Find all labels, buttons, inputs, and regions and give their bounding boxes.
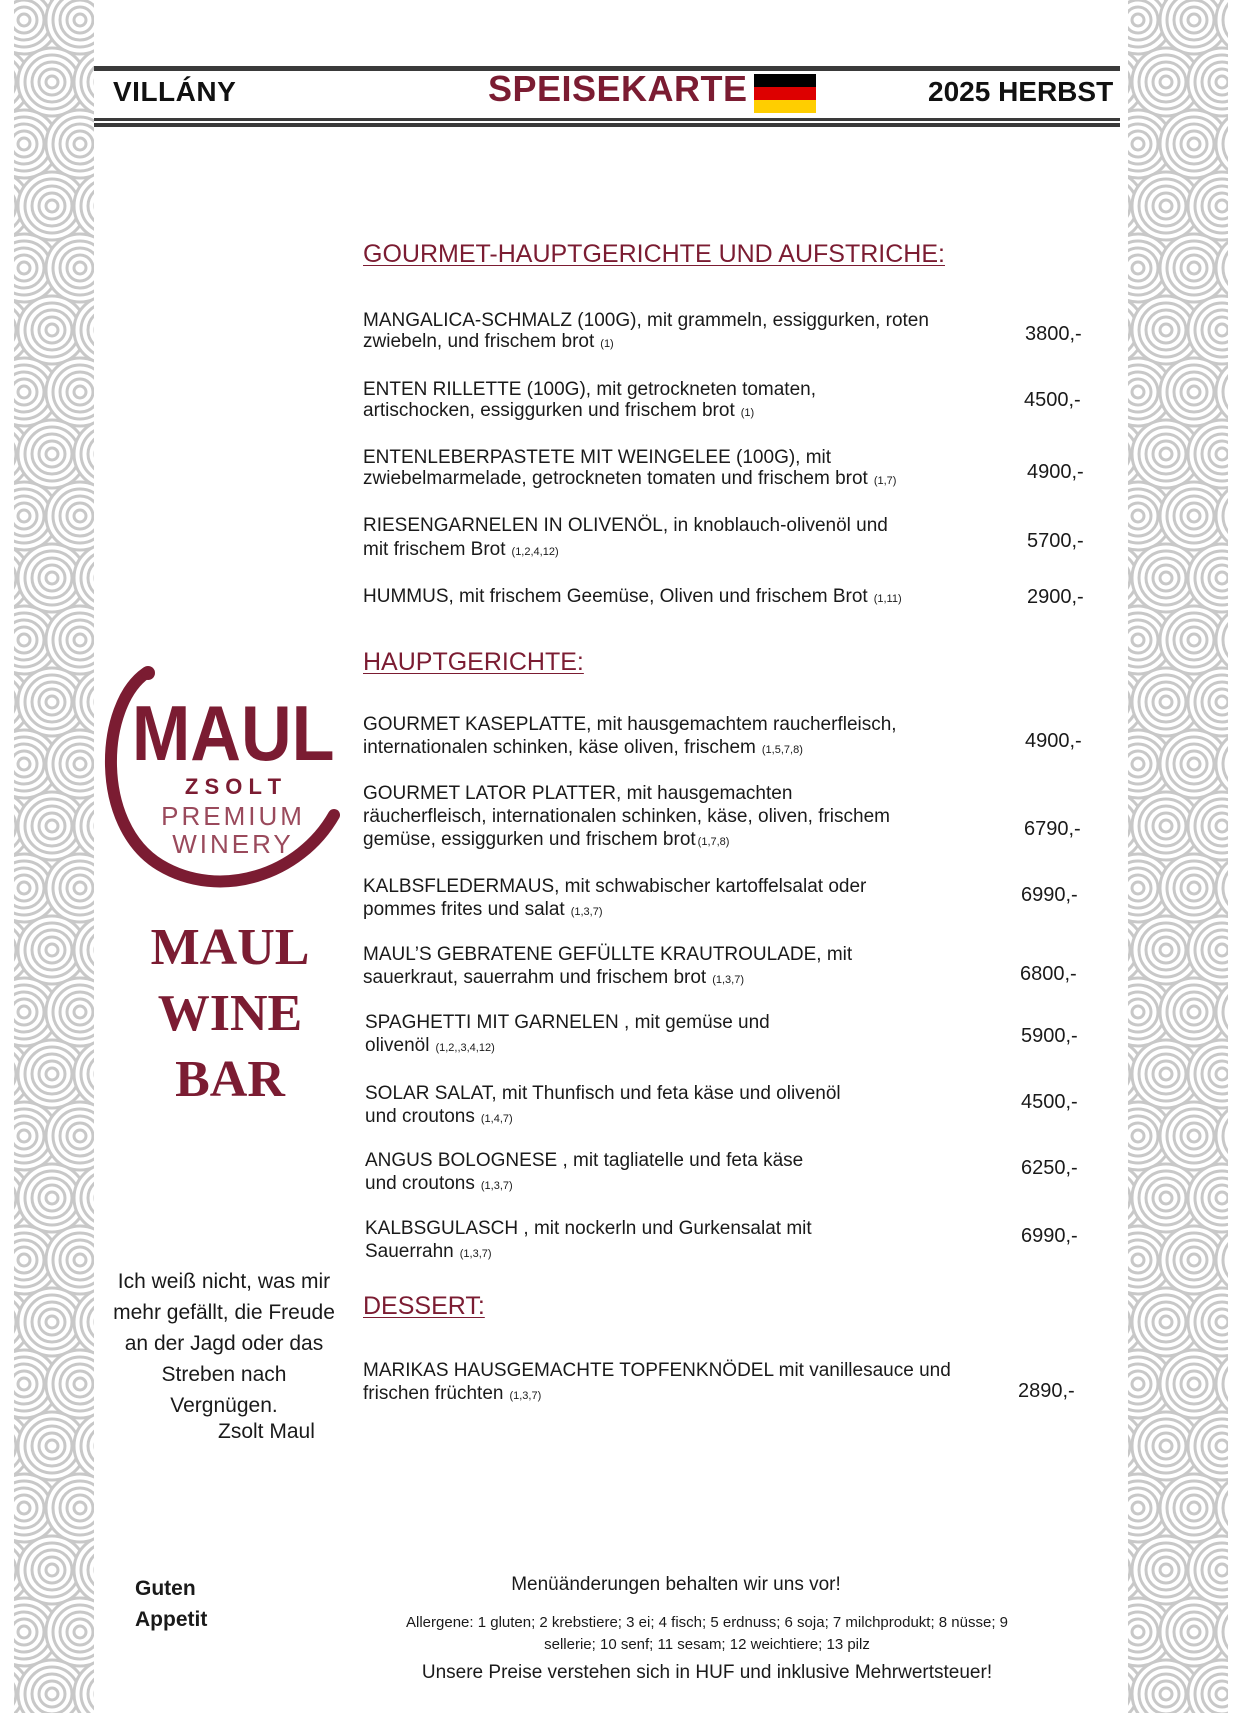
menu-item-price: 5900,- xyxy=(1021,1025,1078,1047)
menu-item: GOURMET LATOR PLATTER, mit hausgemachten räucherfleisch, internationalen schinken, käse, oliven, frischem gemüse, essiggurken und frischem brot (1,7,8) xyxy=(363,783,890,850)
header-season: 2025 HERBST xyxy=(928,76,1114,107)
menu-item: SOLAR SALAT, mit Thunfisch und feta käse und olivenöl und croutons (1,4,7) xyxy=(365,1083,841,1127)
wine-bar-title: MAUL WINE BAR xyxy=(150,919,310,1108)
menu-item-price: 3800,- xyxy=(1025,323,1082,345)
menu-item: ANGUS BOLOGNESE , mit tagliatelle und feta käse und croutons (1,3,7) xyxy=(365,1150,804,1194)
svg-text:WINERY: WINERY xyxy=(172,829,294,859)
menu-item-price: 6250,- xyxy=(1021,1157,1078,1179)
menu-item-price: 4500,- xyxy=(1024,389,1081,411)
menu-item-price: 6990,- xyxy=(1021,884,1078,906)
header-rule-bottom-2 xyxy=(94,123,1120,127)
menu-item: KALBSFLEDERMAUS, mit schwabischer kartoffelsalat oder pommes frites und salat (1,3,7) xyxy=(363,876,867,920)
menu-item: RIESENGARNELEN IN OLIVENÖL, in knoblauch-olivenöl und mit frischem Brot (1,2,4,12) xyxy=(363,515,888,560)
svg-text:PREMIUM: PREMIUM xyxy=(161,801,305,831)
header-rule-bottom xyxy=(94,118,1120,121)
price-notice: Unsere Preise verstehen sich in HUF und inklusive Mehrwertsteuer! xyxy=(421,1662,993,1683)
menu-item-price: 6790,- xyxy=(1024,818,1081,840)
menu-item-price: 4900,- xyxy=(1027,461,1084,483)
menu-item-price: 4900,- xyxy=(1025,730,1082,752)
allergen-legend: Allergene: 1 gluten; 2 krebstiere; 3 ei; 4 fisch; 5 erdnuss; 6 soja; 7 milchprodukt; 8 nüsse; 9 sellerie; 10 senf; 11 sesam; 12 weichtiere; 13 pilz xyxy=(406,1614,1008,1653)
menu-item-price: 6800,- xyxy=(1020,963,1077,985)
section-title-dessert: DESSERT: xyxy=(363,1292,485,1320)
menu-item: KALBSGULASCH , mit nockerln und Gurkensalat mit Sauerrahn (1,3,7) xyxy=(365,1218,812,1262)
menu-item-price: 2900,- xyxy=(1027,586,1084,608)
svg-text:Z S O L T: Z S O L T xyxy=(184,774,282,799)
section-title-gourmet: GOURMET-HAUPTGERICHTE UND AUFSTRICHE: xyxy=(363,240,945,268)
menu-item: SPAGHETTI MIT GARNELEN , mit gemüse und olivenöl (1,2,,3,4,12) xyxy=(365,1012,770,1056)
section-title-hauptgerichte: HAUPTGERICHTE: xyxy=(363,648,584,676)
menu-item: ENTEN RILLETTE (100G), mit getrockneten tomaten, artischocken, essiggurken und frischem brot (1) xyxy=(363,379,817,421)
menu-item-price: 5700,- xyxy=(1027,530,1084,552)
right-border-pattern xyxy=(1128,0,1228,1713)
german-flag-icon xyxy=(754,74,816,113)
greeting: Guten Appetit xyxy=(135,1577,208,1631)
menu-change-notice: Menüänderungen behalten wir uns vor! xyxy=(511,1574,841,1595)
quote-author: Zsolt Maul xyxy=(218,1420,315,1443)
svg-text:MAUL: MAUL xyxy=(131,689,335,777)
menu-item: MAUL’S GEBRATENE GEFÜLLTE KRAUTROULADE, mit sauerkraut, sauerrahm und frischem brot (1,3,7) xyxy=(363,944,853,988)
menu-item: MARIKAS HAUSGEMACHTE TOPFENKNÖDEL mit vanillesauce und frischen früchten (1,3,7) xyxy=(363,1360,951,1404)
menu-item: GOURMET KASEPLATTE, mit hausgemachtem raucherfleisch, internationalen schinken, käse oliven, frischem (1,5,7,8) xyxy=(363,714,897,758)
left-border-pattern xyxy=(14,0,94,1713)
maul-winery-logo xyxy=(100,665,340,905)
menu-item: MANGALICA-SCHMALZ (100G), mit grammeln, essiggurken, roten zwiebeln, und frischem brot (1) xyxy=(363,310,929,352)
menu-item-price: 6990,- xyxy=(1021,1225,1078,1247)
menu-item: ENTENLEBERPASTETE MIT WEINGELEE (100G), mit zwiebelmarmelade, getrockneten tomaten und frischem brot (1,7) xyxy=(363,447,897,489)
menu-item-price: 4500,- xyxy=(1021,1091,1078,1113)
quote-text: Ich weiß nicht, was mir mehr gefällt, die Freude an der Jagd oder das Streben nach Vergnügen. xyxy=(113,1270,335,1417)
header-location: VILLÁNY xyxy=(113,76,237,107)
menu-item: HUMMUS, mit frischem Geemüse, Oliven und frischem Brot (1,11) xyxy=(363,586,902,607)
page-title: SPEISEKARTE xyxy=(488,68,748,109)
menu-item-price: 2890,- xyxy=(1018,1380,1075,1402)
